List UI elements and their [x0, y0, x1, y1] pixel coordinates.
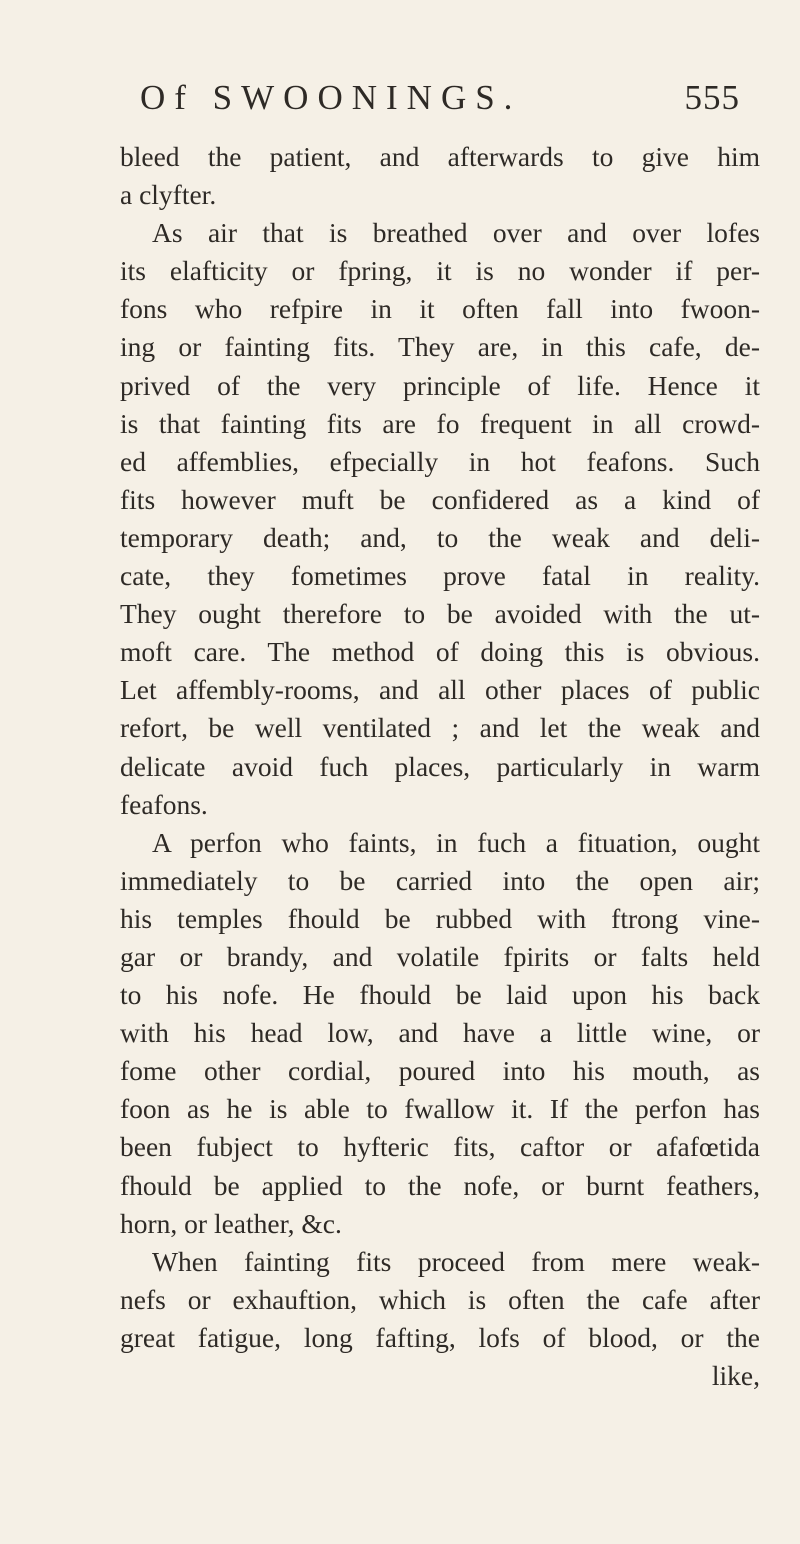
- running-title: Of SWOONINGS.: [140, 78, 522, 117]
- text-line: foon as he is able to fwallow it. If the perfon has: [120, 1093, 760, 1125]
- page-number: 555: [684, 78, 740, 117]
- text-line: ing or fainting fits. They are, in this cafe, de-: [120, 331, 760, 363]
- text-line: a clyfter.: [120, 179, 217, 211]
- text-line: to his nofe. He fhould be laid upon his back: [120, 979, 760, 1011]
- paragraph-start-line: When fainting fits proceed from mere weak-: [152, 1245, 760, 1277]
- text-line: delicate avoid fuch places, particularly in warm: [120, 750, 760, 782]
- text-line: feafons.: [120, 788, 208, 820]
- text-line: been fubject to hyfteric fits, caftor or afafœtida: [120, 1131, 760, 1163]
- paragraph-start-line: As air that is breathed over and over lofes: [152, 217, 760, 249]
- page-header: [140, 78, 740, 118]
- text-line: with his head low, and have a little wine, or: [120, 1017, 760, 1049]
- text-line: Let affembly-rooms, and all other places of public: [120, 674, 760, 706]
- body-text: [120, 138, 760, 1395]
- text-line: great fatigue, long fafting, lofs of blood, or the: [120, 1321, 760, 1353]
- text-line: is that fainting fits are fo frequent in all crowd-: [120, 407, 760, 439]
- text-line: temporary death; and, to the weak and deli-: [120, 521, 760, 553]
- text-line: his temples fhould be rubbed with ftrong vine-: [120, 902, 760, 934]
- text-line: ed affemblies, efpecially in hot feafons. Such: [120, 445, 760, 477]
- paragraph-start-line: A perfon who faints, in fuch a fituation, ought: [152, 826, 760, 858]
- text-line: gar or brandy, and volatile fpirits or falts held: [120, 940, 760, 972]
- catchword: like,: [711, 1360, 760, 1391]
- text-line: prived of the very principle of life. Hence it: [120, 369, 760, 401]
- text-line: fhould be applied to the nofe, or burnt feathers,: [120, 1169, 760, 1201]
- text-line: fome other cordial, poured into his mouth, as: [120, 1055, 760, 1087]
- text-line: fons who refpire in it often fall into fwoon-: [120, 293, 760, 325]
- text-line: immediately to be carried into the open air;: [120, 864, 760, 896]
- text-line: bleed the patient, and afterwards to give him: [120, 141, 760, 172]
- text-line: its elafticity or fpring, it is no wonder if per-: [120, 255, 760, 287]
- text-line: nefs or exhauftion, which is often the cafe after: [120, 1283, 760, 1315]
- text-line: fits however muft be confidered as a kind of: [120, 483, 760, 515]
- text-line: They ought therefore to be avoided with the ut-: [120, 598, 760, 630]
- text-line: moft care. The method of doing this is obvious.: [120, 636, 760, 668]
- text-line: cate, they fometimes prove fatal in reality.: [120, 560, 760, 592]
- text-line: refort, be well ventilated ; and let the weak and: [120, 712, 760, 744]
- text-line: horn, or leather, &c.: [120, 1207, 342, 1239]
